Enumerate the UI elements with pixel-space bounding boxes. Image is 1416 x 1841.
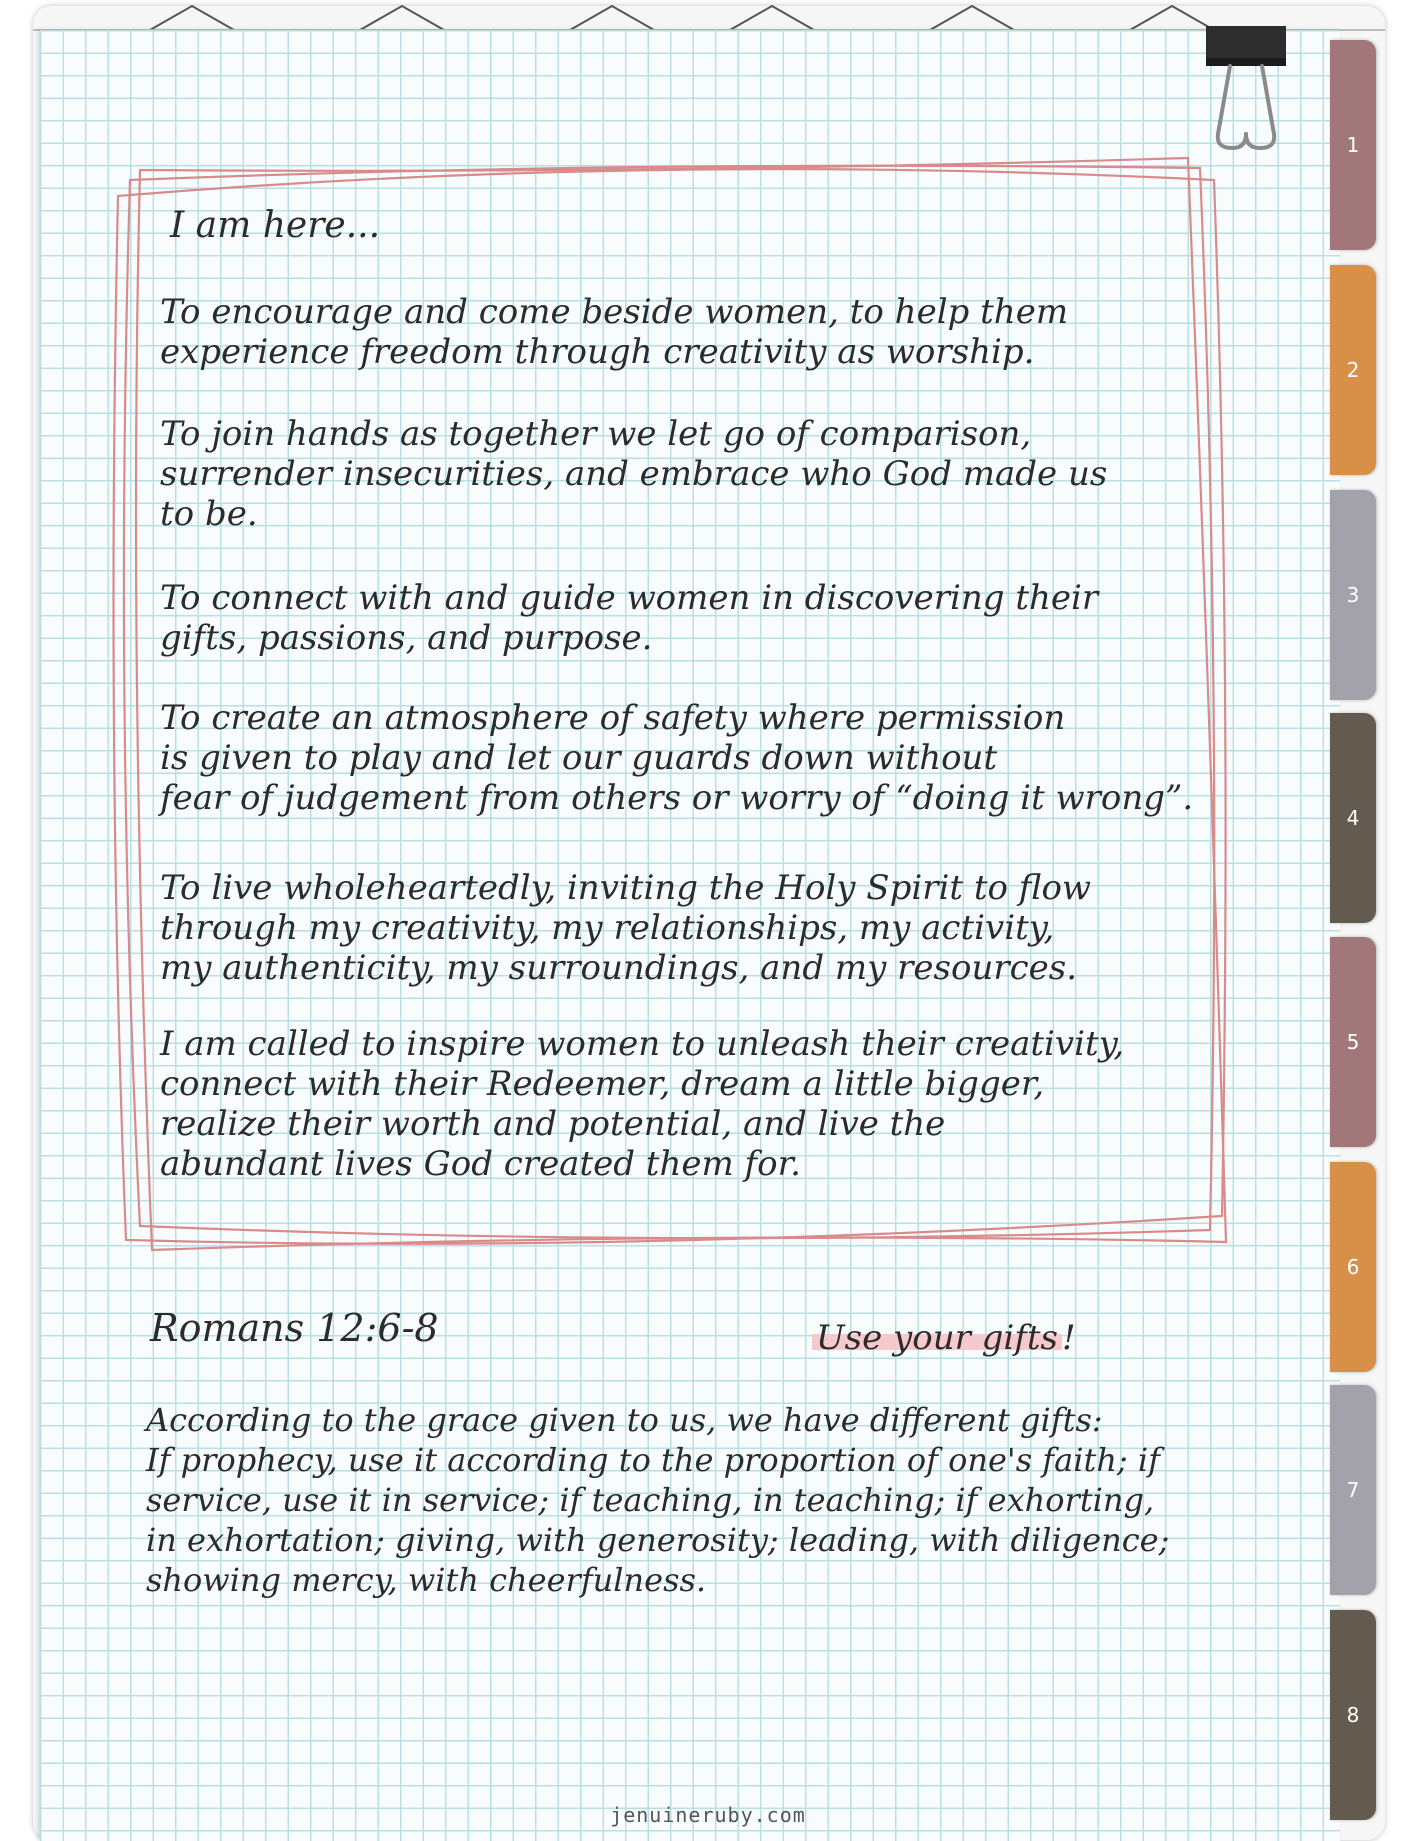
tab-label: 2 [1346,358,1360,382]
highlighted-note [812,1318,1076,1358]
note-text: Use your gifts [812,1318,1062,1358]
journal-paragraph: To encourage and come beside women, to help them experience freedom through creativity as worship. [160,292,1069,372]
tab-label: 8 [1346,1703,1360,1727]
tab-2[interactable] [1330,265,1376,475]
journal-title: I am here... [170,205,381,246]
journal-paragraph: To join hands as together we let go of comparison, surrender insecurities, and embrace who God made us to be. [160,414,1108,534]
journal-paragraph: To create an atmosphere of safety where permission is given to play and let our guards down without fear of judgement from others or worry of “doing it wrong”. [160,698,1194,818]
tab-7[interactable] [1330,1385,1376,1595]
tab-5[interactable] [1330,937,1376,1147]
tab-label: 4 [1346,806,1360,830]
tab-label: 7 [1346,1478,1360,1502]
tab-6[interactable] [1330,1162,1376,1372]
journal-paragraph: I am called to inspire women to unleash their creativity, connect with their Redeemer, dream a little bigger, realize their worth and potential, and live the abundant lives God created them for. [160,1024,1125,1184]
tab-label: 6 [1346,1255,1360,1279]
tab-8[interactable] [1330,1610,1376,1820]
tab-label: 1 [1346,133,1360,157]
tab-4[interactable] [1330,713,1376,923]
binder-clip-icon [1200,22,1292,162]
scripture-reference: Romans 12:6-8 [150,1306,439,1350]
tab-label: 3 [1346,583,1360,607]
tab-label: 5 [1346,1030,1360,1054]
journal-paragraph: To live wholeheartedly, inviting the Holy Spirit to flow through my creativity, my relationships, my activity, my authenticity, my surroundings, and my resources. [160,868,1092,988]
tab-1[interactable] [1330,40,1376,250]
scripture-verse: According to the grace given to us, we have different gifts: If prophecy, use it according to the proportion of one's faith; if service, use it in service; if teaching, in teaching; if exhorting, in exhortation; giving, with generosity; leading, with diligence; showing mercy, with cheerfulness. [146,1401,1170,1599]
footer-url: jenuineruby.com [610,1803,806,1827]
journal-paragraph: To connect with and guide women in discovering their gifts, passions, and purpose. [160,578,1099,658]
tab-3[interactable] [1330,490,1376,700]
note-suffix: ! [1062,1318,1076,1358]
